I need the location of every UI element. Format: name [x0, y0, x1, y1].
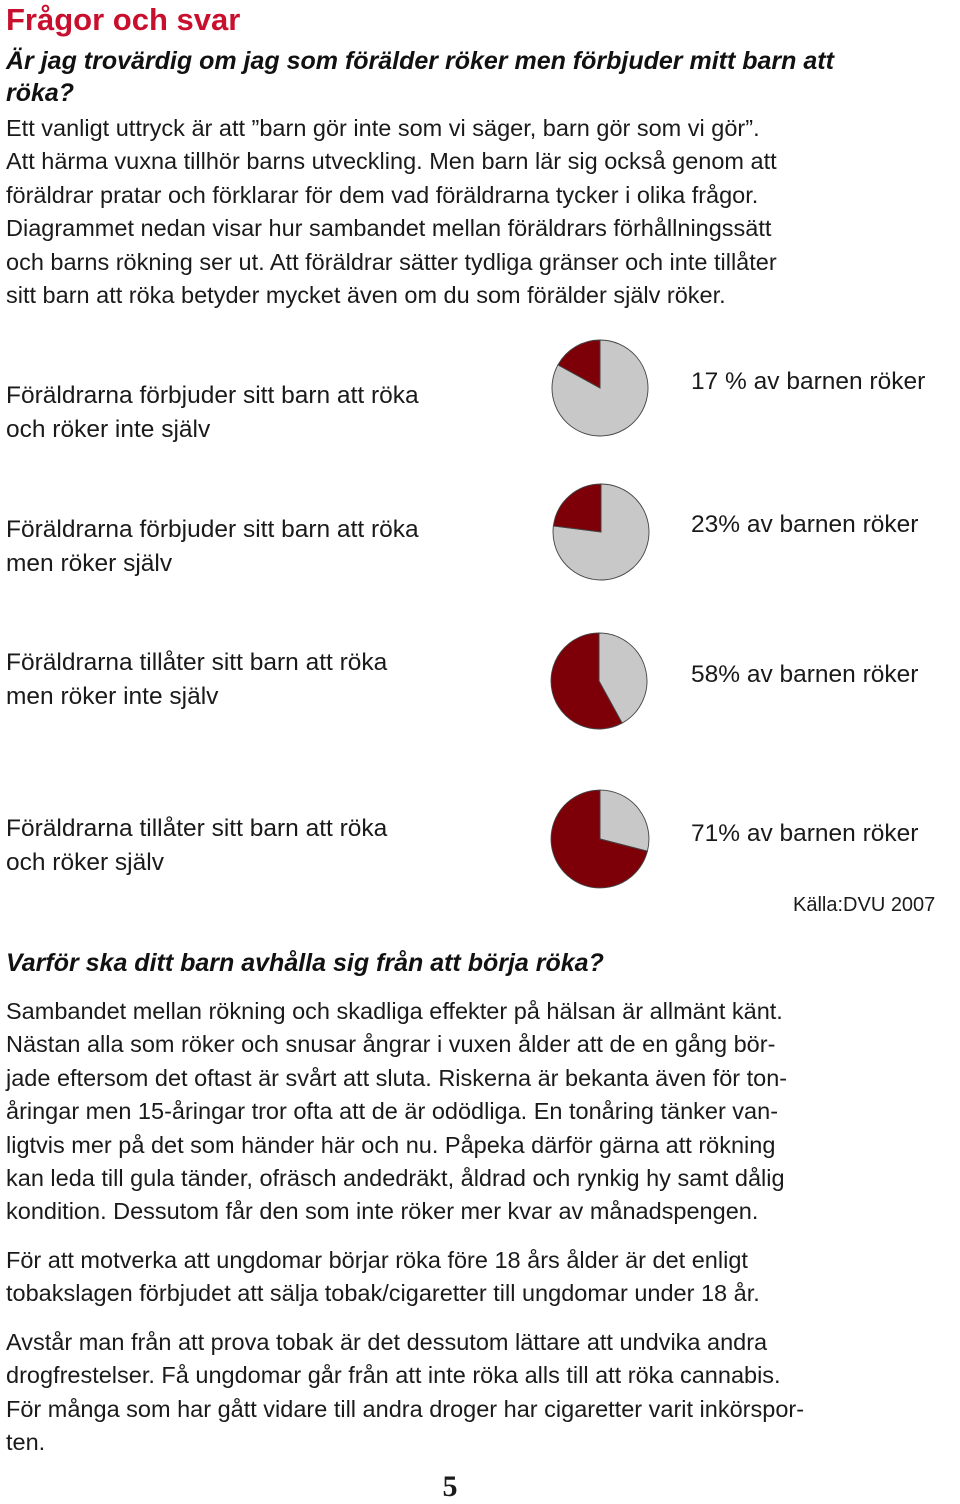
text-line: För att motverka att ungdomar börjar röka före 18 års ålder är det enligt: [6, 1247, 748, 1273]
text-line: drogfrestelser. Få ungdomar går från att inte röka alls till att röka cannabis.: [6, 1362, 781, 1389]
label-line: och röker inte själv: [6, 415, 211, 443]
text-line: sitt barn att röka betyder mycket även om du som förälder själv röker.: [6, 282, 726, 309]
pie-slice-smokers: [553, 484, 601, 532]
text-line: Att härma vuxna tillhör barns utveckling. Men barn lär sig också genom att: [6, 148, 777, 175]
text-line: jade eftersom det oftast är svårt att sluta. Riskerna är bekanta även för ton-: [6, 1064, 788, 1091]
pie-chart-3: [549, 631, 649, 731]
label-line: Föräldrarna tillåter sitt barn att röka: [6, 815, 388, 842]
pie-label-2: [6, 513, 526, 580]
pie-chart-4: [549, 788, 651, 890]
text-line: Nästan alla som röker och snusar ångrar i vuxen ålder att de en gång bör-: [6, 1031, 776, 1058]
body-paragraph-2: [6, 1244, 956, 1311]
label-line: Föräldrarna förbjuder sitt barn att röka: [6, 382, 419, 409]
text-line: För många som har gått vidare till andra droger har cigaretter varit inkörspor-: [6, 1395, 805, 1422]
text-line: åringar men 15-åringar tror ofta att de är odödliga. En tonåring tänker van-: [6, 1098, 779, 1125]
chart-source: Källa:DVU 2007: [793, 894, 936, 916]
question-heading-2: Varför ska ditt barn avhålla sig från att börja röka?: [6, 949, 604, 977]
pie-result-4: 71% av barnen röker: [691, 820, 919, 847]
page-number: 5: [442, 1470, 458, 1503]
pie-label-4: [6, 812, 526, 879]
question-heading-1: [6, 45, 834, 109]
pie-label-3: [6, 646, 526, 713]
text-line: föräldrar pratar och förklarar för dem vad föräldrarna tycker i olika frågor.: [6, 181, 759, 208]
body-paragraph-1: [6, 995, 956, 1229]
pie-chart-2: [551, 482, 651, 582]
text-line: ten.: [6, 1429, 46, 1456]
label-line: men röker själv: [6, 549, 173, 577]
pie-result-1: 17 % av barnen röker: [691, 368, 926, 395]
text-line: Avstår man från att prova tobak är det dessutom lättare att undvika andra: [6, 1329, 768, 1355]
body-paragraph-3: [6, 1326, 956, 1460]
text-line: Sambandet mellan rökning och skadliga effekter på hälsan är allmänt känt.: [6, 998, 783, 1024]
text-line: ligtvis mer på det som händer här och nu. Påpeka därför gärna att rökning: [6, 1131, 776, 1158]
text-line: Diagrammet nedan visar hur sambandet mellan föräldrars förhållningssätt: [6, 215, 772, 242]
pie-result-2: 23% av barnen röker: [691, 511, 919, 538]
label-line: Föräldrarna tillåter sitt barn att röka: [6, 649, 388, 676]
label-line: och röker själv: [6, 848, 164, 876]
question-line: Är jag trovärdig om jag som förälder röker men förbjuder mitt barn att: [6, 47, 834, 75]
pie-label-1: [6, 379, 526, 446]
pie-result-3: 58% av barnen röker: [691, 661, 919, 688]
text-line: kan leda till gula tänder, ofräsch andedräkt, åldrad och rynkig hy samt dålig: [6, 1165, 785, 1192]
page-title: Frågor och svar: [6, 2, 241, 37]
question-line: röka?: [6, 79, 75, 107]
text-line: och barns rökning ser ut. Att föräldrar sätter tydliga gränser och inte tillåter: [6, 248, 777, 275]
label-line: Föräldrarna förbjuder sitt barn att röka: [6, 516, 419, 543]
pie-chart-1: [550, 338, 650, 438]
text-line: kondition. Dessutom får den som inte röker mer kvar av månadspengen.: [6, 1198, 759, 1225]
label-line: men röker inte själv: [6, 682, 219, 710]
intro-paragraph: [6, 112, 956, 312]
text-line: Ett vanligt uttryck är att ”barn gör inte som vi säger, barn gör som vi gör”.: [6, 115, 760, 141]
text-line: tobakslagen förbjudet att sälja tobak/cigaretter till ungdomar under 18 år.: [6, 1280, 760, 1307]
